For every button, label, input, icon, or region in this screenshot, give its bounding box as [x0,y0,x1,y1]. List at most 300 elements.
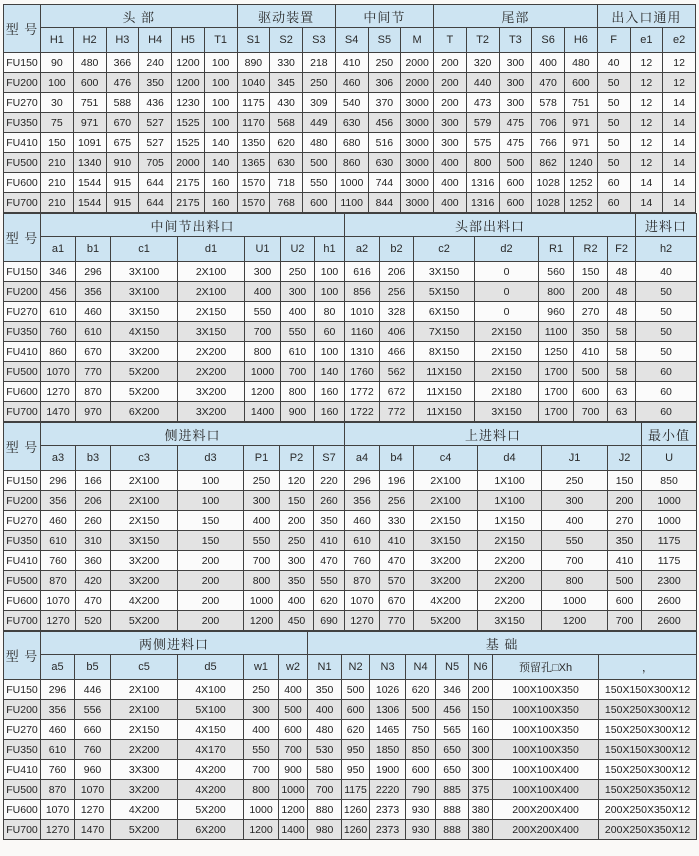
value-cell: 772 [380,402,414,422]
value-cell: 770 [76,362,111,382]
value-cell: 1316 [466,193,499,213]
model-cell: FU350 [4,322,41,342]
value-cell: 705 [139,153,172,173]
value-cell: 1200 [244,611,280,631]
column-header: S5 [368,28,401,53]
column-header: T [434,28,467,53]
value-cell: 2373 [370,820,406,840]
column-header: b5 [75,655,111,680]
table-row [4,93,696,113]
column-header: S2 [270,28,303,53]
model-cell: FU410 [4,133,41,153]
column-header: d2 [475,237,539,262]
value-cell: 700 [279,740,308,760]
value-cell: 100 [204,113,237,133]
value-cell: 2X100 [414,471,478,491]
value-cell: 1772 [345,382,380,402]
value-cell: 1365 [237,153,270,173]
column-header: ， [599,655,697,680]
value-cell: 744 [368,173,401,193]
column-header: H1 [41,28,74,53]
value-cell: 270 [574,302,608,322]
column-header: M [401,28,434,53]
value-cell: 410 [335,53,368,73]
value-cell: 3X300 [111,760,178,780]
value-cell: 2X200 [478,591,542,611]
value-cell: 150 [178,511,244,531]
group-header: 头部出料口 [345,214,636,237]
value-cell: 575 [466,133,499,153]
value-cell: 400 [434,193,467,213]
value-cell: 1700 [539,362,574,382]
value-cell: 644 [139,173,172,193]
column-header: h1 [315,237,345,262]
value-cell: 860 [41,342,76,362]
value-cell: 888 [436,820,469,840]
value-cell: 550 [245,302,281,322]
value-cell: 1465 [370,720,406,740]
value-cell: 300 [244,491,280,511]
value-cell: 770 [380,611,414,631]
value-cell: 3X150 [414,531,478,551]
value-cell: 1570 [237,193,270,213]
value-cell: 670 [380,591,414,611]
value-cell: 2X150 [475,362,539,382]
value-cell: 2X100 [178,282,245,302]
value-cell: 3000 [401,93,434,113]
value-cell: 870 [76,382,111,402]
value-cell: 700 [542,551,608,571]
value-cell: 2X100 [414,491,478,511]
column-header: b2 [380,237,414,262]
value-cell: 550 [244,740,279,760]
table-row [4,73,696,93]
column-header: w2 [279,655,308,680]
spec-table-side-top-inlet [3,422,697,631]
value-cell: 1400 [245,402,281,422]
value-cell: 971 [565,133,598,153]
column-header: T2 [466,28,499,53]
column-header: e1 [630,28,663,53]
group-header: 头 部 [41,5,238,28]
value-cell: 930 [406,800,436,820]
value-cell: 800 [539,282,574,302]
value-cell: 672 [380,382,414,402]
value-cell: 700 [244,760,279,780]
value-cell: 80 [315,302,345,322]
value-cell: 1091 [73,133,106,153]
value-cell: 3X200 [414,571,478,591]
column-header-row [4,28,696,53]
column-header: T3 [499,28,532,53]
value-cell: 450 [280,611,314,631]
column-header: U1 [245,237,281,262]
value-cell: 870 [345,571,380,591]
value-cell: 527 [139,113,172,133]
value-cell: 4X200 [111,591,178,611]
value-cell: 140 [315,362,345,382]
value-cell: 150X250X350X12 [599,780,697,800]
value-cell: 1270 [75,800,111,820]
value-cell: 550 [542,531,608,551]
value-cell: 1525 [172,113,205,133]
value-cell: 690 [314,611,345,631]
column-header: H6 [565,28,598,53]
value-cell: 240 [139,53,172,73]
value-cell: 1470 [75,820,111,840]
column-header: H3 [106,28,139,53]
value-cell: 700 [574,402,608,422]
model-cell: FU270 [4,720,41,740]
value-cell: 500 [279,700,308,720]
value-cell: 579 [466,113,499,133]
value-cell: 5X200 [111,362,178,382]
value-cell: 256 [380,491,414,511]
value-cell: 950 [342,740,370,760]
value-cell: 166 [76,471,111,491]
value-cell: 2X150 [178,302,245,322]
value-cell: 50 [636,322,697,342]
value-cell: 328 [380,302,414,322]
table-row [4,322,697,342]
value-cell: 570 [380,571,414,591]
value-cell: 250 [281,262,315,282]
value-cell: 256 [380,282,414,302]
value-cell: 296 [345,471,380,491]
value-cell: 400 [308,700,342,720]
value-cell: 12 [630,113,663,133]
model-cell: FU500 [4,780,41,800]
table-row [4,820,697,840]
model-cell: FU500 [4,153,41,173]
value-cell: 2000 [401,53,434,73]
value-cell: 100 [315,342,345,362]
value-cell: 2000 [401,73,434,93]
group-header-row [4,5,696,28]
column-header: d5 [178,655,244,680]
spec-table-head-drive-middle-tail [3,4,696,213]
table-row [4,362,697,382]
model-cell: FU350 [4,740,41,760]
value-cell: 460 [41,720,75,740]
value-cell: 2X150 [111,720,178,740]
column-header: F2 [608,237,636,262]
value-cell: 1175 [342,780,370,800]
model-cell: FU200 [4,700,41,720]
column-header: a2 [345,237,380,262]
value-cell: 565 [436,720,469,740]
value-cell: 420 [76,571,111,591]
value-cell: 200 [178,571,244,591]
value-cell: 520 [76,611,111,631]
value-cell: 870 [41,780,75,800]
value-cell: 2175 [172,193,205,213]
model-cell: FU350 [4,531,41,551]
table-row [4,471,697,491]
value-cell: 200 [608,491,642,511]
value-cell: 370 [368,93,401,113]
value-cell: 250 [244,680,279,700]
value-cell: 890 [237,53,270,73]
column-header: d3 [178,446,244,471]
table-row [4,591,697,611]
value-cell: 446 [75,680,111,700]
model-cell: FU410 [4,342,41,362]
value-cell: 475 [499,133,532,153]
group-header: 最小值 [642,423,697,446]
value-cell: 310 [76,531,111,551]
value-cell: 1000 [542,591,608,611]
value-cell: 12 [663,73,696,93]
value-cell: 3X100 [111,282,178,302]
table-row [4,571,697,591]
value-cell: 3X150 [475,402,539,422]
value-cell: 196 [380,471,414,491]
value-cell: 1250 [539,342,574,362]
value-cell: 600 [279,720,308,740]
model-cell: FU700 [4,193,41,213]
value-cell: 100X100X350 [493,720,599,740]
table-row [4,800,697,820]
model-cell: FU700 [4,611,41,631]
value-cell: 40 [597,53,630,73]
value-cell: 200 [434,53,467,73]
value-cell: 150 [178,531,244,551]
column-header: H2 [73,28,106,53]
value-cell: 3000 [401,173,434,193]
value-cell: 1070 [75,780,111,800]
value-cell: 1028 [532,193,565,213]
model-cell: FU600 [4,591,41,611]
value-cell: 850 [406,740,436,760]
value-cell: 356 [41,491,76,511]
value-cell: 296 [41,680,75,700]
value-cell: 200 [469,680,493,700]
model-column-header: 型 号 [4,632,41,680]
value-cell: 375 [469,780,493,800]
value-cell: 550 [281,322,315,342]
column-header: U [642,446,697,471]
table-row [4,531,697,551]
value-cell: 5X200 [414,611,478,631]
value-cell: 1200 [279,800,308,820]
value-cell: 470 [532,73,565,93]
group-header: 尾部 [434,5,598,28]
value-cell: 30 [41,93,74,113]
value-cell: 476 [106,73,139,93]
value-cell: 436 [139,93,172,113]
value-cell: 250 [303,73,336,93]
value-cell: 500 [574,362,608,382]
value-cell: 430 [270,93,303,113]
value-cell: 960 [539,302,574,322]
value-cell: 670 [106,113,139,133]
value-cell: 1200 [172,53,205,73]
value-cell: 140 [204,153,237,173]
value-cell: 650 [436,760,469,780]
value-cell: 2X150 [111,511,178,531]
value-cell: 14 [630,193,663,213]
value-cell: 760 [41,322,76,342]
value-cell: 330 [380,511,414,531]
group-header-row [4,632,697,655]
value-cell: 0 [475,262,539,282]
value-cell: 3000 [401,193,434,213]
value-cell: 527 [139,133,172,153]
value-cell: 1850 [370,740,406,760]
value-cell: 12 [663,53,696,73]
column-header: N2 [342,655,370,680]
value-cell: 200 [434,93,467,113]
value-cell: 260 [76,511,111,531]
value-cell: 2600 [642,591,697,611]
value-cell: 14 [663,133,696,153]
value-cell: 3X200 [111,551,178,571]
column-header: R2 [574,237,608,262]
value-cell: 356 [345,491,380,511]
table-row [4,402,697,422]
value-cell: 460 [345,511,380,531]
value-cell: 588 [106,93,139,113]
value-cell: 6X150 [414,302,475,322]
column-header: S1 [237,28,270,53]
value-cell: 250 [368,53,401,73]
column-header: S7 [314,446,345,471]
value-cell: 410 [380,531,414,551]
value-cell: 2373 [370,800,406,820]
model-cell: FU600 [4,173,41,193]
value-cell: 200X250X350X12 [599,800,697,820]
value-cell: 150 [41,133,74,153]
value-cell: 12 [630,133,663,153]
value-cell: 210 [41,153,74,173]
value-cell: 568 [270,113,303,133]
value-cell: 449 [303,113,336,133]
table-row [4,611,697,631]
value-cell: 562 [380,362,414,382]
value-cell: 1000 [642,491,697,511]
value-cell: 1230 [172,93,205,113]
value-cell: 400 [434,153,467,173]
value-cell: 4X200 [178,760,244,780]
value-cell: 3X200 [111,780,178,800]
value-cell: 60 [597,193,630,213]
value-cell: 3X200 [111,571,178,591]
value-cell: 1270 [41,820,75,840]
value-cell: 120 [280,471,314,491]
value-cell: 3X150 [111,531,178,551]
value-cell: 350 [314,511,345,531]
model-cell: FU270 [4,93,41,113]
value-cell: 60 [636,402,697,422]
value-cell: 1100 [335,193,368,213]
value-cell: 400 [244,720,279,740]
model-cell: FU270 [4,511,41,531]
value-cell: 850 [642,471,697,491]
value-cell: 1000 [279,780,308,800]
column-header: H5 [172,28,205,53]
value-cell: 14 [663,173,696,193]
value-cell: 100X100X350 [493,680,599,700]
column-header: e2 [663,28,696,53]
value-cell: 400 [542,511,608,531]
value-cell: 2X150 [475,342,539,362]
value-cell: 410 [574,342,608,362]
model-cell: FU700 [4,820,41,840]
value-cell: 356 [76,282,111,302]
value-cell: 460 [41,511,76,531]
value-cell: 48 [608,302,636,322]
value-cell: 1525 [172,133,205,153]
value-cell: 950 [342,760,370,780]
model-cell: FU350 [4,113,41,133]
value-cell: 5X200 [178,800,244,820]
value-cell: 300 [434,133,467,153]
value-cell: 500 [608,571,642,591]
value-cell: 790 [406,780,436,800]
value-cell: 380 [469,800,493,820]
value-cell: 150X150X300X12 [599,680,697,700]
value-cell: 12 [630,93,663,113]
value-cell: 2X200 [478,551,542,571]
value-cell: 100X100X350 [493,700,599,720]
column-header: H4 [139,28,172,53]
value-cell: 160 [204,173,237,193]
value-cell: 1000 [244,800,279,820]
value-cell: 1760 [345,362,380,382]
value-cell: 14 [663,113,696,133]
value-cell: 1X100 [478,491,542,511]
value-cell: 150 [608,471,642,491]
value-cell: 1270 [41,611,76,631]
column-header: c5 [111,655,178,680]
column-header: a1 [41,237,76,262]
value-cell: 400 [279,680,308,700]
column-header: b1 [76,237,111,262]
value-cell: 460 [335,73,368,93]
value-cell: 1070 [41,362,76,382]
value-cell: 760 [345,551,380,571]
value-cell: 1000 [642,511,697,531]
value-cell: 100 [41,73,74,93]
value-cell: 210 [41,173,74,193]
value-cell: 750 [406,720,436,740]
value-cell: 1240 [565,153,598,173]
value-cell: 11X150 [414,382,475,402]
value-cell: 206 [76,491,111,511]
value-cell: 6X200 [111,402,178,422]
column-header: d4 [478,446,542,471]
value-cell: 48 [608,262,636,282]
value-cell: 971 [565,113,598,133]
value-cell: 660 [75,720,111,740]
value-cell: 200X200X400 [493,820,599,840]
value-cell: 915 [106,173,139,193]
table-row [4,133,696,153]
value-cell: 309 [303,93,336,113]
model-cell: FU410 [4,760,41,780]
value-cell: 350 [608,531,642,551]
table-row [4,760,697,780]
value-cell: 150X250X300X12 [599,720,697,740]
value-cell: 900 [279,760,308,780]
value-cell: 1026 [370,680,406,700]
value-cell: 60 [636,382,697,402]
table-row [4,53,696,73]
column-header: T1 [204,28,237,53]
value-cell: 1000 [244,591,280,611]
value-cell: 58 [608,362,636,382]
